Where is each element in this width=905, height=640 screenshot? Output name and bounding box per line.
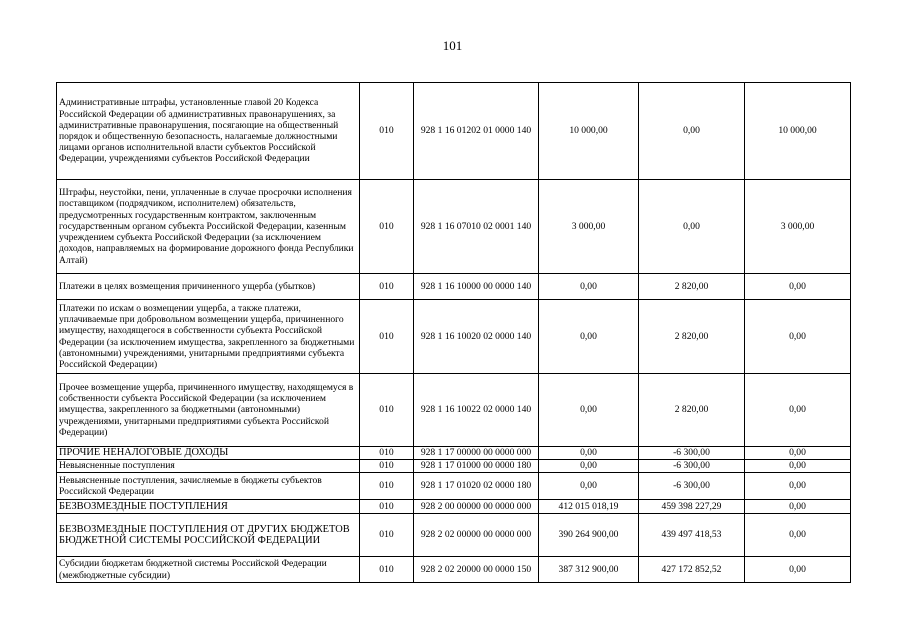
row-code: 010 bbox=[360, 473, 414, 500]
row-value-2: 2 820,00 bbox=[639, 374, 745, 447]
row-name: ПРОЧИЕ НЕНАЛОГОВЫЕ ДОХОДЫ bbox=[57, 447, 360, 460]
row-kbk: 928 2 00 00000 00 0000 000 bbox=[414, 500, 539, 514]
row-name: Субсидии бюджетам бюджетной системы Российской Федерации (межбюджетные субсидии) bbox=[57, 557, 360, 583]
table-row bbox=[57, 557, 851, 583]
row-value-3: 0,00 bbox=[745, 514, 851, 557]
row-value-2: 0,00 bbox=[639, 180, 745, 274]
row-name: БЕЗВОЗМЕЗДНЫЕ ПОСТУПЛЕНИЯ bbox=[57, 500, 360, 514]
row-value-2: 0,00 bbox=[639, 83, 745, 180]
row-value-3: 10 000,00 bbox=[745, 83, 851, 180]
row-code: 010 bbox=[360, 447, 414, 460]
row-code: 010 bbox=[360, 83, 414, 180]
row-value-2: -6 300,00 bbox=[639, 447, 745, 460]
table-row bbox=[57, 300, 851, 374]
table-row bbox=[57, 180, 851, 274]
row-value-3: 0,00 bbox=[745, 500, 851, 514]
row-kbk: 928 2 02 00000 00 0000 000 bbox=[414, 514, 539, 557]
table-row bbox=[57, 274, 851, 300]
row-value-1: 3 000,00 bbox=[539, 180, 639, 274]
row-value-3: 0,00 bbox=[745, 473, 851, 500]
row-value-1: 10 000,00 bbox=[539, 83, 639, 180]
row-value-2: 427 172 852,52 bbox=[639, 557, 745, 583]
row-value-3: 0,00 bbox=[745, 460, 851, 473]
row-value-1: 0,00 bbox=[539, 274, 639, 300]
table-row bbox=[57, 374, 851, 447]
row-name: Прочее возмещение ущерба, причиненного имуществу, находящемуся в собственности субъекта Российской Федерации (за исключением имущества, закрепленного за бюджетными (автономными) учреждениями, унитарными предприятиями субъекта Российской Федерации) bbox=[57, 374, 360, 447]
row-value-1: 0,00 bbox=[539, 447, 639, 460]
page-number: 101 bbox=[442, 38, 463, 53]
row-value-1: 0,00 bbox=[539, 300, 639, 374]
row-code: 010 bbox=[360, 274, 414, 300]
row-code: 010 bbox=[360, 500, 414, 514]
row-kbk: 928 1 16 10022 02 0000 140 bbox=[414, 374, 539, 447]
row-value-1: 0,00 bbox=[539, 460, 639, 473]
row-kbk: 928 1 17 01020 02 0000 180 bbox=[414, 473, 539, 500]
row-code: 010 bbox=[360, 460, 414, 473]
table-row bbox=[57, 473, 851, 500]
table-row bbox=[57, 460, 851, 473]
row-value-2: -6 300,00 bbox=[639, 460, 745, 473]
row-value-3: 0,00 bbox=[745, 374, 851, 447]
row-kbk: 928 1 16 10000 00 0000 140 bbox=[414, 274, 539, 300]
row-name: Административные штрафы, установленные главой 20 Кодекса Российской Федерации об административных правонарушениях, за административные правонарушения, посягающие на общественный порядок и общественную безопасность, налагаемые должностными лицами органов исполнительной власти субъектов Российской Федерации, учреждениями субъектов Российской Федерации bbox=[57, 83, 360, 180]
row-code: 010 bbox=[360, 374, 414, 447]
row-name: БЕЗВОЗМЕЗДНЫЕ ПОСТУПЛЕНИЯ ОТ ДРУГИХ БЮДЖЕТОВ БЮДЖЕТНОЙ СИСТЕМЫ РОССИЙСКОЙ ФЕДЕРАЦИИ bbox=[57, 514, 360, 557]
table-row bbox=[57, 83, 851, 180]
row-value-1: 412 015 018,19 bbox=[539, 500, 639, 514]
row-code: 010 bbox=[360, 514, 414, 557]
row-value-1: 0,00 bbox=[539, 473, 639, 500]
row-code: 010 bbox=[360, 300, 414, 374]
row-kbk: 928 1 16 01202 01 0000 140 bbox=[414, 83, 539, 180]
row-name: Невыясненные поступления, зачисляемые в бюджеты субъектов Российской Федерации bbox=[57, 473, 360, 500]
row-kbk: 928 1 16 07010 02 0001 140 bbox=[414, 180, 539, 274]
row-kbk: 928 1 17 00000 00 0000 000 bbox=[414, 447, 539, 460]
row-value-1: 390 264 900,00 bbox=[539, 514, 639, 557]
row-kbk: 928 1 17 01000 00 0000 180 bbox=[414, 460, 539, 473]
row-value-2: 459 398 227,29 bbox=[639, 500, 745, 514]
row-kbk: 928 2 02 20000 00 0000 150 bbox=[414, 557, 539, 583]
row-value-3: 0,00 bbox=[745, 447, 851, 460]
row-value-1: 387 312 900,00 bbox=[539, 557, 639, 583]
row-value-2: 2 820,00 bbox=[639, 300, 745, 374]
row-value-2: 439 497 418,53 bbox=[639, 514, 745, 557]
row-value-3: 0,00 bbox=[745, 274, 851, 300]
row-value-3: 0,00 bbox=[745, 300, 851, 374]
row-name: Штрафы, неустойки, пени, уплаченные в случае просрочки исполнения поставщиком (подрядчиком, исполнителем) обязательств, предусмотренных государственным контрактом, заключенным государственным органом субъекта Российской Федерации, казенным учреждением субъекта Российской Федерации (за исключением доходов, направляемых на формирование дорожного фонда Республики Алтай) bbox=[57, 180, 360, 274]
row-code: 010 bbox=[360, 557, 414, 583]
row-code: 010 bbox=[360, 180, 414, 274]
row-name: Платежи в целях возмещения причиненного ущерба (убытков) bbox=[57, 274, 360, 300]
row-value-2: 2 820,00 bbox=[639, 274, 745, 300]
row-value-2: -6 300,00 bbox=[639, 473, 745, 500]
row-value-3: 3 000,00 bbox=[745, 180, 851, 274]
table-row bbox=[57, 500, 851, 514]
row-name: Невыясненные поступления bbox=[57, 460, 360, 473]
row-value-1: 0,00 bbox=[539, 374, 639, 447]
revenue-table bbox=[56, 82, 851, 583]
table-row bbox=[57, 514, 851, 557]
table-row bbox=[57, 447, 851, 460]
row-value-3: 0,00 bbox=[745, 557, 851, 583]
row-name: Платежи по искам о возмещении ущерба, а также платежи, уплачиваемые при добровольном возмещении ущерба, причиненного имуществу, находящегося в собственности субъекта Российской Федерации (за исключением имущества, закрепленного за бюджетными (автономными) учреждениями, унитарными предприятиями субъекта Российской Федерации) bbox=[57, 300, 360, 374]
row-kbk: 928 1 16 10020 02 0000 140 bbox=[414, 300, 539, 374]
